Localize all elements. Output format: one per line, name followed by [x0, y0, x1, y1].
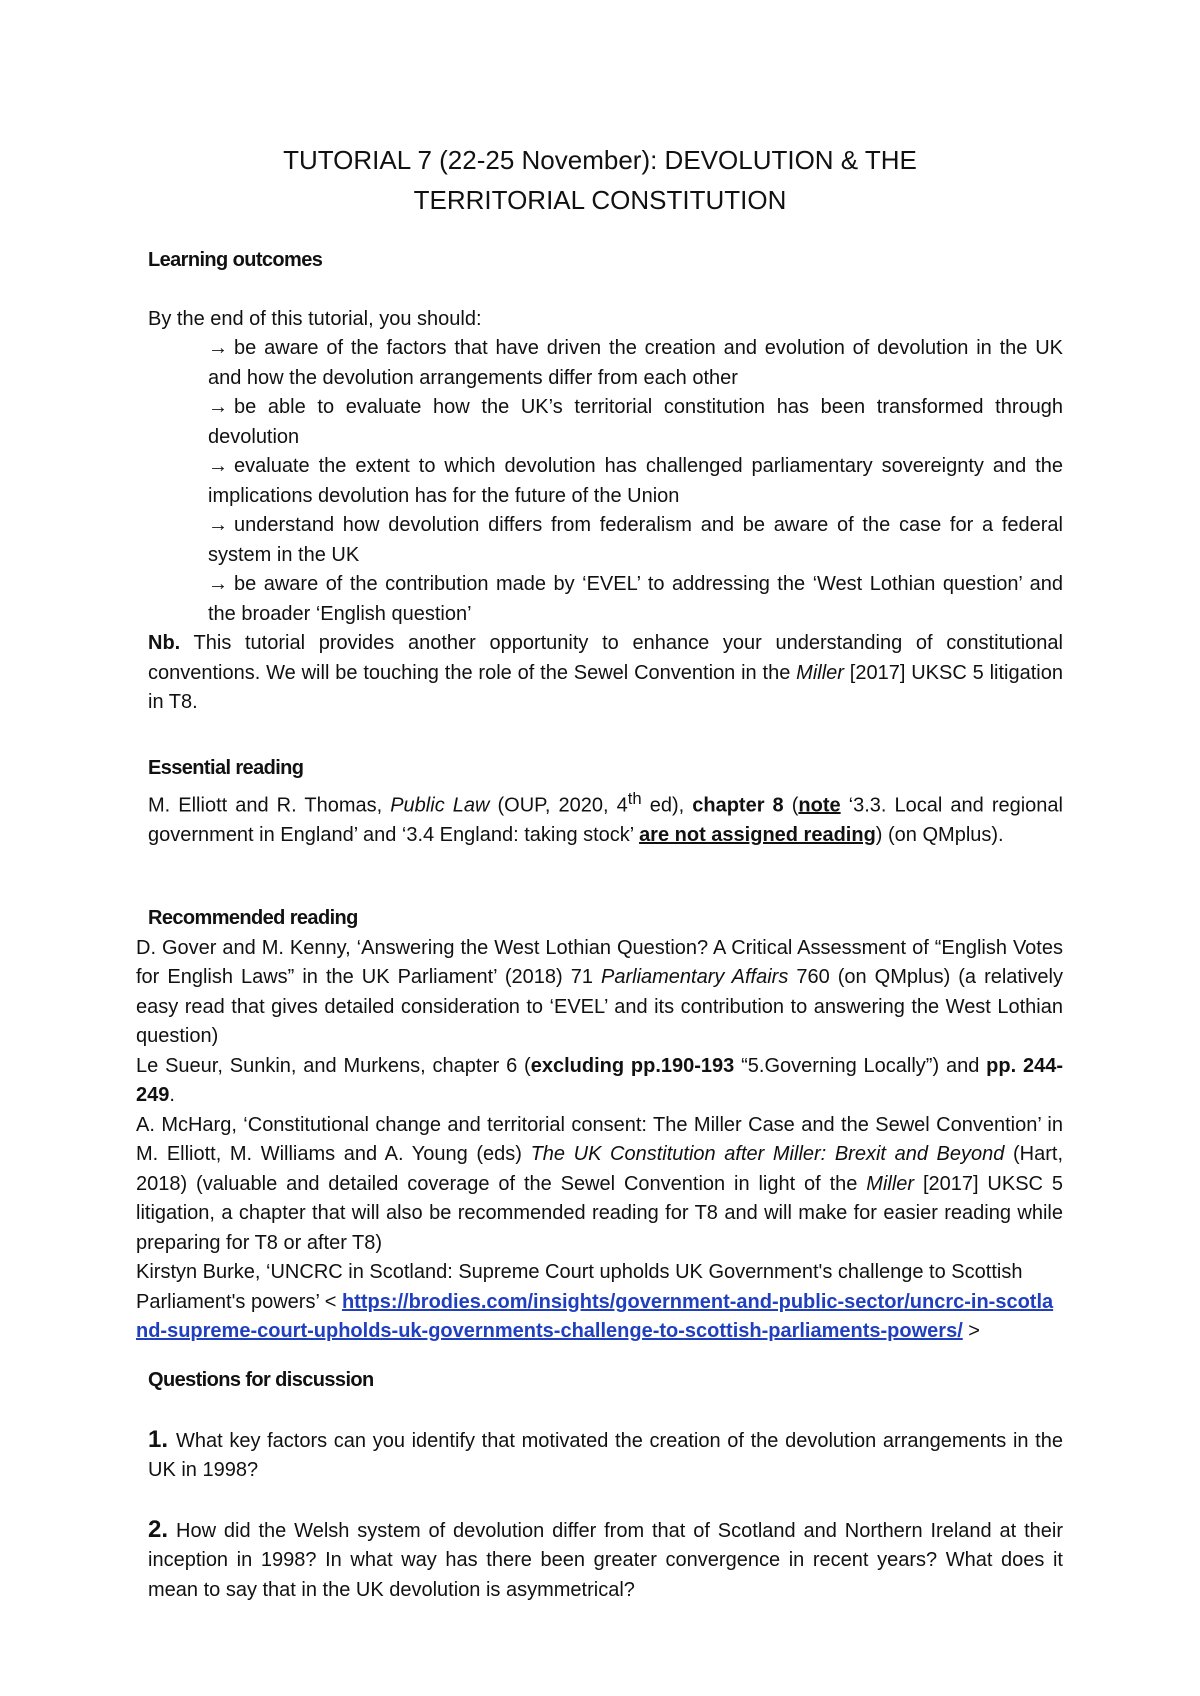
questions-heading: Questions for discussion	[148, 1369, 374, 1391]
outcome-item	[208, 393, 1063, 452]
note-label: note	[798, 794, 841, 817]
text: Le Sueur, Sunkin, and Murkens, chapter 6 (	[136, 1054, 531, 1077]
nb-case-name: Miller	[796, 661, 844, 684]
text: ed),	[641, 794, 693, 817]
essential-reading-section	[148, 754, 1063, 850]
questions-section	[136, 1366, 1063, 1605]
essential-reading-heading: Essential reading	[148, 757, 304, 779]
nb-text-end: [2017] UKSC 5 litigation in T8.	[148, 661, 1063, 713]
text: Kirstyn Burke, ‘UNCRC in Scotland: Supreme Court upholds UK Government's challenge to Scottish Parliament's powers’ <	[136, 1261, 1023, 1313]
arrow-icon: →	[208, 573, 228, 595]
question-text: How did the Welsh system of devolution differ from that of Scotland and Northern Ireland at their inception in 1998? In what way has there been greater convergence in recent years? What does it mean to say that in the UK devolution is asymmetrical?	[148, 1519, 1063, 1601]
text: “5.Governing Locally”) and	[734, 1054, 987, 1077]
arrow-icon: →	[208, 514, 228, 536]
superscript: th	[627, 788, 642, 808]
title-line-1: TUTORIAL 7 (22-25 November): DEVOLUTION & THE	[283, 145, 917, 175]
text: [2017] UKSC 5 litigation, a chapter that will also be recommended reading for T8 and will make for easier reading while preparing for T8 or after T8)	[136, 1172, 1063, 1254]
essential-reading-entry	[148, 784, 1063, 851]
outcome-text: understand how devolution differs from federalism and be aware of the case for a federal system in the UK	[208, 514, 1063, 566]
arrow-icon: →	[208, 396, 228, 418]
recommended-entry	[136, 1258, 1063, 1347]
arrow-icon: →	[208, 337, 228, 359]
excluded-pages: excluding pp.190-193	[530, 1054, 735, 1077]
recommended-reading-heading: Recommended reading	[148, 907, 358, 929]
outcome-text: evaluate the extent to which devolution has challenged parliamentary sovereignty and the implications devolution has for the future of the Union	[208, 455, 1063, 507]
page-title	[0, 140, 1200, 220]
learning-outcomes-section	[148, 246, 1063, 718]
outcome-item	[208, 511, 1063, 570]
not-assigned-label: are not assigned reading	[639, 823, 876, 846]
outcome-item	[208, 334, 1063, 393]
text: ‘3.3. Local and regional government in England’ and ‘3.4 England: taking stock’	[148, 794, 1063, 846]
outcome-text: be aware of the factors that have driven the creation and evolution of devolution in the UK and how the devolution arrangements differ from each other	[208, 337, 1063, 389]
text: ) (on QMplus).	[875, 823, 1004, 846]
question-item	[136, 1515, 1063, 1606]
journal-title: Parliamentary Affairs	[601, 966, 789, 988]
question-item	[136, 1425, 1063, 1486]
outcome-item	[208, 570, 1063, 629]
brodies-link[interactable]: https://brodies.com/insights/government-and-public-sector/uncrc-in-scotland-supreme-court-upholds-uk-governments-challenge-to-scottish-parliaments-powers/	[136, 1290, 1054, 1342]
recommended-entry	[136, 1052, 1063, 1111]
recommended-reading-section	[136, 904, 1063, 1347]
nb-text: This tutorial provides another opportunity to enhance your understanding of constitutional conventions. We will be touching the role of the Sewel Convention in the	[148, 632, 1063, 684]
question-number: 1.	[148, 1425, 169, 1453]
text: M. Elliott and R. Thomas,	[148, 794, 391, 817]
title-line-2: TERRITORIAL CONSTITUTION	[413, 185, 787, 215]
nb-note	[148, 629, 1063, 718]
outcome-text: be able to evaluate how the UK’s territorial constitution has been transformed through devolution	[208, 396, 1063, 448]
arrow-icon: →	[208, 455, 228, 477]
book-title: The UK Constitution after Miller: Brexit and Beyond	[530, 1143, 1005, 1165]
text: (Hart, 2018) (valuable and detailed coverage of the Sewel Convention in light of the	[136, 1143, 1063, 1195]
recommended-entry	[136, 934, 1063, 1052]
text: A. McHarg, ‘Constitutional change and territorial consent: The Miller Case and the Sewel Convention’ in M. Elliott, M. Williams and A. Young (eds)	[136, 1113, 1063, 1165]
nb-label: Nb.	[148, 632, 181, 654]
text: D. Gover and M. Kenny, ‘Answering the West Lothian Question? A Critical Assessment of “English Votes for English Laws” in the UK Parliament’ (2018) 71	[136, 936, 1063, 988]
question-text: What key factors can you identify that motivated the creation of the devolution arrangements in the UK in 1998?	[148, 1429, 1063, 1481]
learning-intro: By the end of this tutorial, you should:	[148, 307, 482, 330]
text: .	[169, 1084, 175, 1106]
recommended-entry	[136, 1111, 1063, 1259]
text: (	[783, 794, 799, 817]
question-number: 2.	[148, 1515, 169, 1543]
outcome-text: be aware of the contribution made by ‘EVEL’ to addressing the ‘West Lothian question’ and the broader ‘English question’	[208, 573, 1063, 625]
case-name: Miller	[866, 1172, 915, 1195]
learning-outcomes-heading: Learning outcomes	[148, 249, 323, 271]
text: >	[962, 1320, 980, 1342]
outcome-item	[208, 452, 1063, 511]
book-title: Public Law	[390, 794, 490, 817]
text: (OUP, 2020, 4	[489, 794, 628, 817]
text: 760 (on QMplus) (a relatively easy read that gives detailed consideration to ‘EVEL’ and its contribution to answering the West Lothian question)	[136, 966, 1063, 1047]
page-range: pp. 244-249	[136, 1054, 1064, 1106]
chapter-ref: chapter 8	[692, 794, 784, 817]
learning-outcomes-list	[148, 334, 1063, 629]
